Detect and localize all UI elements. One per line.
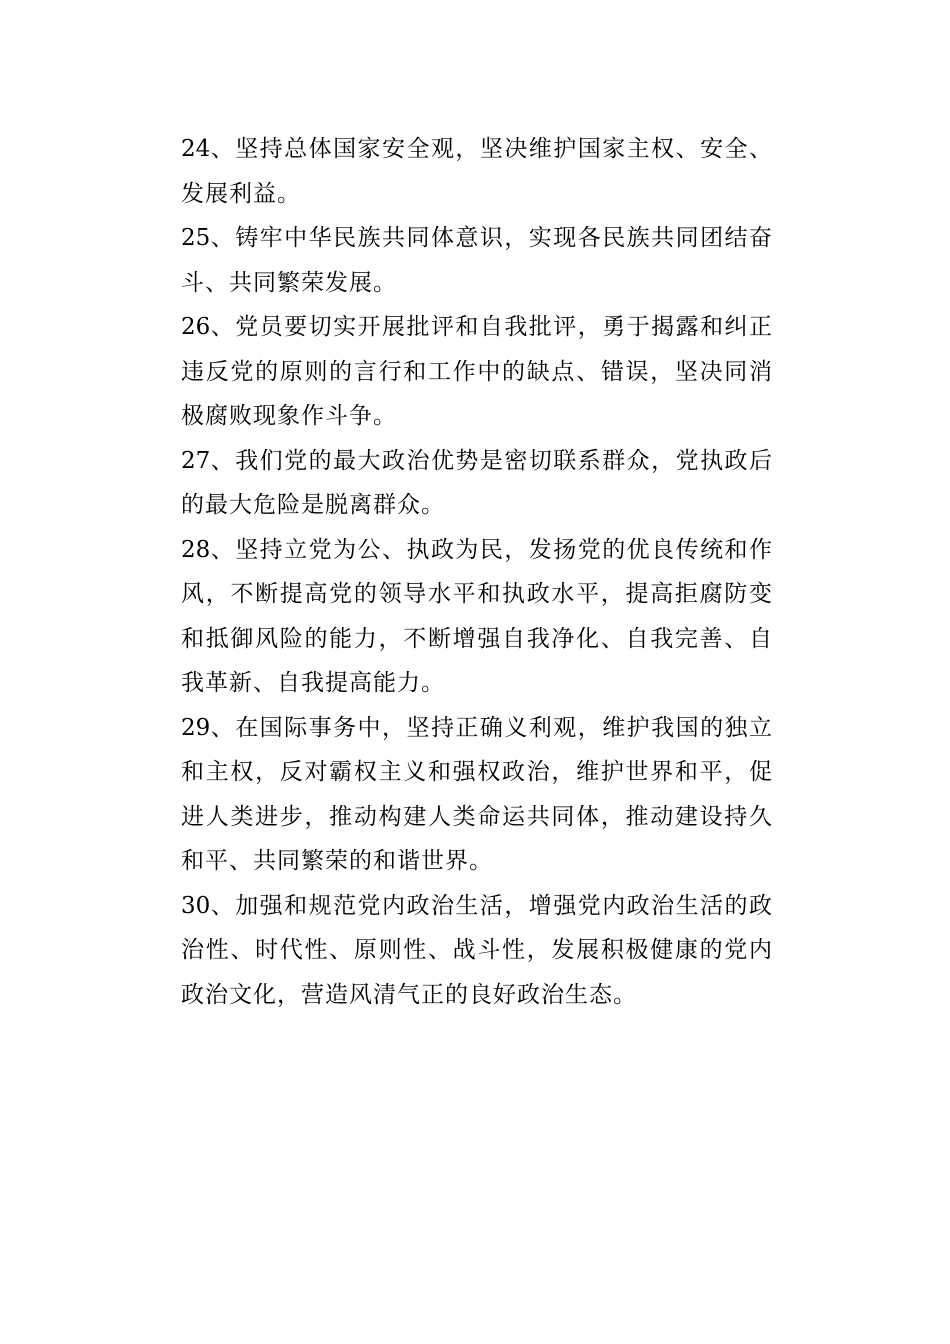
paragraph-number: 25 xyxy=(181,225,211,251)
paragraph-28 xyxy=(181,528,773,706)
paragraph-number: 27 xyxy=(181,447,211,474)
paragraph-29 xyxy=(181,706,773,884)
paragraph-number: 30 xyxy=(181,892,211,919)
paragraph-number: 24 xyxy=(181,136,211,162)
paragraph-text: 、铸牢中华民族共同体意识，实现各民族共同团结奋斗、共同繁荣发展。 xyxy=(181,225,773,296)
paragraph-26 xyxy=(181,305,773,439)
paragraph-text: 、我们党的最大政治优势是密切联系群众，党执政后的最大危险是脱离群众。 xyxy=(181,447,773,518)
paragraph-27 xyxy=(181,439,773,528)
paragraph-30 xyxy=(181,884,773,1018)
paragraph-24 xyxy=(181,127,773,216)
paragraph-text: 、加强和规范党内政治生活，增强党内政治生活的政治性、时代性、原则性、战斗性，发展积极健康的党内政治文化，营造风清气正的良好政治生态。 xyxy=(181,892,773,1008)
paragraph-number: 26 xyxy=(181,314,211,340)
paragraph-text: 、在国际事务中，坚持正确义利观，维护我国的独立和主权，反对霸权主义和强权政治，维护世界和平，促进人类进步，推动构建人类命运共同体，推动建设持久和平、共同繁荣的和谐世界。 xyxy=(181,714,773,874)
paragraph-text: 、党员要切实开展批评和自我批评，勇于揭露和纠正违反党的原则的言行和工作中的缺点、错误，坚决同消极腐败现象作斗争。 xyxy=(181,314,773,429)
paragraph-25 xyxy=(181,216,773,305)
paragraph-number: 28 xyxy=(181,536,211,563)
document-body xyxy=(181,127,773,1017)
paragraph-text: 、坚持总体国家安全观，坚决维护国家主权、安全、发展利益。 xyxy=(181,136,773,207)
paragraph-number: 29 xyxy=(181,714,211,741)
paragraph-text: 、坚持立党为公、执政为民，发扬党的优良传统和作风，不断提高党的领导水平和执政水平，提高拒腐防变和抵御风险的能力，不断增强自我净化、自我完善、自我革新、自我提高能力。 xyxy=(181,536,773,696)
